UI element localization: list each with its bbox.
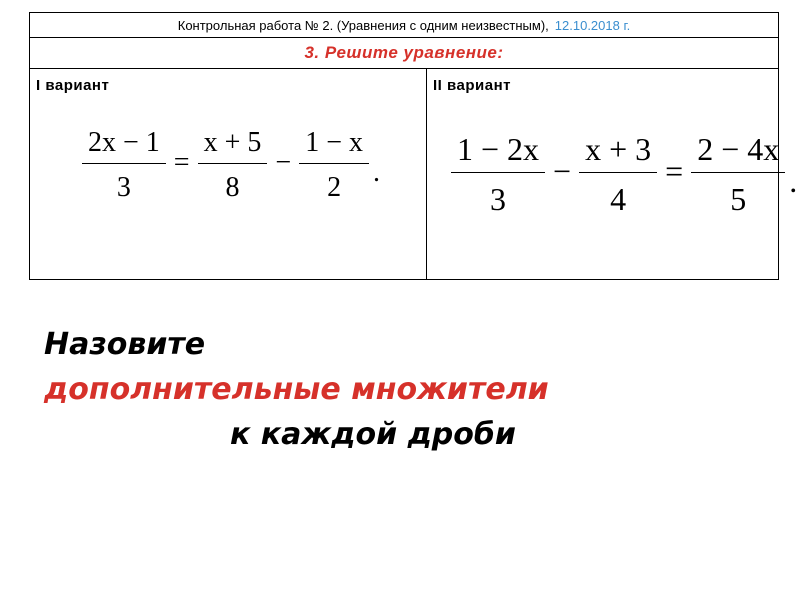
variant-2-equation bbox=[449, 131, 797, 218]
prompt-line-3: к каждой дроби bbox=[230, 417, 516, 452]
task-statement: 3. Решите уравнение: bbox=[30, 38, 778, 69]
denominator: 3 bbox=[116, 172, 131, 204]
variant-1-label: I вариант bbox=[36, 77, 110, 94]
fraction-bar bbox=[451, 172, 545, 173]
denominator: 8 bbox=[225, 172, 240, 204]
variant-2-cell bbox=[427, 69, 798, 279]
operator: − bbox=[553, 152, 572, 189]
numerator: 1 − 2x bbox=[457, 131, 540, 167]
fraction bbox=[451, 131, 545, 218]
numerator: x + 5 bbox=[203, 127, 262, 158]
operator: = bbox=[173, 146, 190, 178]
prompt-line-2: дополнительные множители bbox=[44, 372, 549, 407]
operator: = bbox=[665, 152, 684, 189]
numerator: x + 3 bbox=[585, 131, 652, 167]
fraction-bar bbox=[691, 172, 785, 173]
denominator: 5 bbox=[730, 180, 747, 217]
instruction-prompt bbox=[44, 322, 764, 457]
fraction bbox=[198, 127, 268, 204]
fraction-bar bbox=[82, 163, 166, 164]
fraction-bar bbox=[299, 163, 369, 164]
numerator: 2 − 4x bbox=[697, 131, 780, 167]
operator: − bbox=[275, 146, 292, 178]
fraction bbox=[299, 127, 369, 204]
test-header bbox=[30, 13, 778, 38]
variant-2-label: II вариант bbox=[433, 77, 512, 94]
fraction bbox=[579, 131, 657, 218]
denominator: 2 bbox=[327, 172, 342, 204]
numerator: 2x − 1 bbox=[88, 127, 160, 158]
test-date: 12.10.2018 г. bbox=[554, 17, 631, 33]
test-table bbox=[29, 12, 798, 280]
variant-1-cell bbox=[30, 69, 427, 279]
equation-period: . bbox=[789, 162, 798, 199]
fraction bbox=[691, 131, 785, 218]
denominator: 3 bbox=[490, 180, 507, 217]
fraction-bar bbox=[198, 163, 268, 164]
denominator: 4 bbox=[610, 180, 627, 217]
test-title: Контрольная работа № 2. (Уравнения с одним неизвестным), bbox=[177, 17, 549, 33]
variant-1-equation bbox=[80, 127, 380, 204]
fraction-bar bbox=[579, 172, 657, 173]
prompt-line-1: Назовите bbox=[44, 327, 206, 362]
equation-period: . bbox=[372, 156, 380, 188]
fraction bbox=[82, 127, 166, 204]
numerator: 1 − x bbox=[305, 127, 363, 158]
